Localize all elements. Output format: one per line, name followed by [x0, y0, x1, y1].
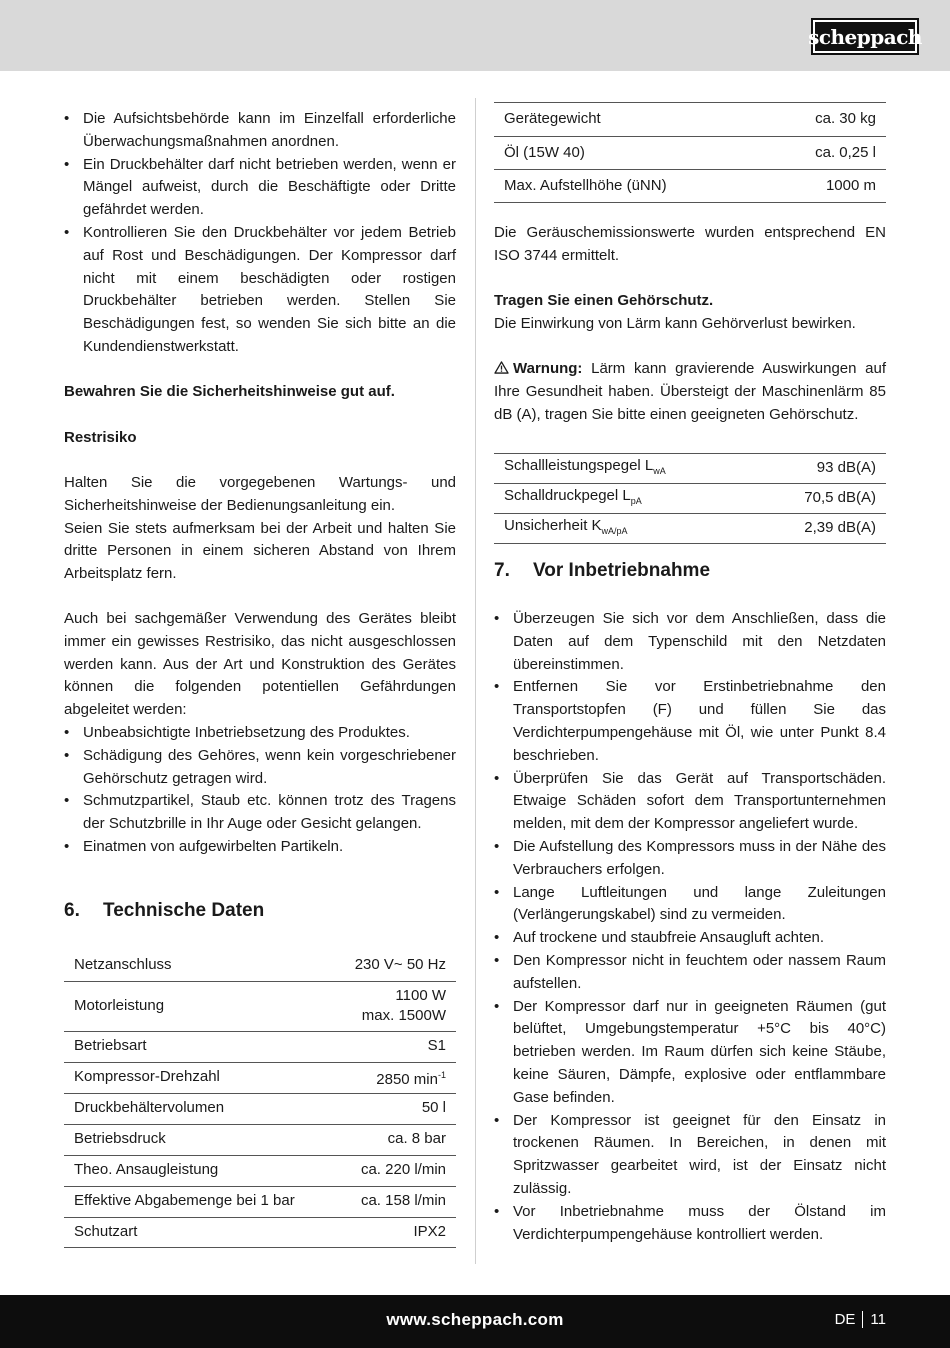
spec-label — [494, 484, 755, 514]
page-number: 11 — [870, 1311, 886, 1328]
bullet-list-hazards — [64, 722, 456, 859]
spec-value-line: 1100 W — [395, 987, 446, 1004]
spec-label: Kompressor-Drehzahl — [74, 1068, 220, 1086]
spec-label-subscript: wA/pA — [601, 525, 628, 536]
spec-value: 1000 m — [825, 176, 876, 194]
list-item: • Schmutzpartikel, Staub etc. können trotz des Tragens der Schutzbrille in Ihr Auge oder Gesicht gelangen. — [64, 790, 456, 836]
footer-bar — [0, 1295, 950, 1348]
paragraph-residual-risk: Auch bei sachgemäßer Verwendung des Gerätes bleibt immer ein gewisses Restrisiko, das nicht ausgeschlossen werden kann. Aus der Art und Konstruktion des Gerätes können die folgenden potentiellen Gefährdungen abgeleitet werden: — [64, 610, 456, 719]
spec-label: Motorleistung — [74, 996, 165, 1014]
hearing-protection-heading: Tragen Sie einen Gehörschutz. — [494, 292, 714, 309]
page-separator — [862, 1311, 863, 1328]
table-row — [64, 1062, 456, 1093]
spec-label-text: Schallleistungspegel L — [504, 456, 654, 474]
list-item: • Die Aufsichtsbehörde kann im Einzelfall erforderliche Überwachungsmaßnahmen anordnen. — [64, 108, 456, 154]
list-item: • Auf trockene und staubfreie Ansaugluft achten. — [494, 927, 886, 950]
table-row — [64, 1124, 456, 1155]
list-item: • Entfernen Sie vor Erstinbetriebnahme den Transportstopfen (F) und füllen Sie das Verdichterpumpengehäuse mit Öl, wie unter Punkt 8.4 beschrieben. — [494, 676, 886, 767]
spec-label: Theo. Ansaugleistung — [74, 1161, 219, 1179]
table-row — [494, 514, 886, 544]
spec-value: ca. 8 bar — [387, 1130, 446, 1148]
spec-label-subscript: pA — [630, 495, 642, 506]
website-link[interactable]: www.scheppach.com — [386, 1310, 564, 1329]
list-item: • Der Kompressor darf nur in geeigneten Räumen (gut belüftet, Umgebungstemperatur +5°C bis 40°C) betrieben werden. Im Raum dürfen sich keine Stäube, keine Säuren, Dämpfe, explosive oder entflammbare Gase befinden. — [494, 996, 886, 1110]
spec-label: Öl (15W 40) — [504, 143, 585, 161]
warning-triangle-icon — [494, 361, 509, 374]
bullet-list-pressure-vessel — [64, 108, 456, 359]
column-divider — [475, 98, 476, 1264]
restrisk-heading: Restrisiko — [64, 429, 137, 446]
spec-value: ca. 0,25 l — [815, 143, 876, 161]
spec-label — [494, 454, 755, 484]
list-item: • Der Kompressor ist geeignet für den Einsatz in trockenen Räumen. In Bereichen, in denen mit Spritzwasser gearbeitet wird, ist der Einsatz nicht zulässig. — [494, 1110, 886, 1201]
list-item: • Ein Druckbehälter darf nicht betrieben werden, wenn er Mängel aufweist, durch die Beschäftigte oder Dritte gefährdet werden. — [64, 154, 456, 222]
spec-label: Netzanschluss — [74, 956, 172, 974]
list-item: • Überzeugen Sie sich vor dem Anschließen, dass die Daten auf dem Typenschild mit den Netzdaten übereinstimmen. — [494, 608, 886, 676]
spec-value-line: max. 1500W — [361, 1007, 446, 1024]
spec-label: Betriebsdruck — [74, 1130, 166, 1148]
spec-label: Gerätegewicht — [504, 110, 601, 128]
brand-logo: scheppach — [811, 18, 919, 55]
table-row — [64, 951, 456, 981]
table-row — [64, 1217, 456, 1247]
table-row — [64, 1155, 456, 1186]
section-heading-6 — [64, 900, 456, 923]
section-number: 7. — [494, 560, 510, 581]
bullet-list-before-operation — [494, 608, 886, 1246]
spec-value: 230 V~ 50 Hz — [354, 956, 446, 974]
list-item: • Unbeabsichtigte Inbetriebsetzung des Produktes. — [64, 722, 456, 745]
paragraph-maintenance — [64, 472, 456, 586]
paragraph-text: Halten Sie die vorgegebenen Wartungs- und Sicherheitshinweise der Bedienungsanleitung ein. — [64, 474, 456, 514]
spec-label-subscript: wA — [653, 465, 666, 476]
spec-value: ca. 158 l/min — [360, 1192, 446, 1210]
table-row — [494, 137, 886, 170]
list-item: • Vor Inbetriebnahme muss der Ölstand im Verdichterpumpengehäuse kontrolliert werden. — [494, 1201, 886, 1247]
spec-value-text: 2850 min — [376, 1070, 438, 1088]
table-row — [64, 1186, 456, 1217]
list-item: • Den Kompressor nicht in feuchtem oder nassem Raum aufstellen. — [494, 950, 886, 996]
spec-label-text: Schalldruckpegel L — [504, 486, 631, 504]
table-row — [494, 103, 886, 137]
section-heading-7 — [494, 560, 886, 583]
list-item: • Die Aufstellung des Kompressors muss in der Nähe des Verbrauchers erfolgen. — [494, 836, 886, 882]
spec-label — [494, 514, 755, 544]
technical-data-table — [64, 951, 456, 1248]
spec-value — [332, 1062, 456, 1093]
spec-value-exponent: -1 — [437, 1069, 446, 1080]
language-code: DE — [834, 1311, 856, 1328]
spec-label: Betriebsart — [74, 1037, 147, 1055]
spec-value: 70,5 dB(A) — [804, 489, 876, 507]
spec-value: 2,39 dB(A) — [804, 519, 876, 537]
noise-emission-paragraph: Die Geräuschemissionswerte wurden entsprechend EN ISO 3744 ermittelt. — [494, 224, 886, 264]
spec-label: Druckbehältervolumen — [74, 1099, 225, 1117]
table-row — [64, 1031, 456, 1062]
table-row — [64, 1093, 456, 1124]
spec-value: ca. 30 kg — [815, 110, 876, 128]
header-bar — [0, 0, 950, 71]
section-number: 6. — [64, 900, 80, 921]
table-row — [64, 981, 456, 1031]
list-item: • Lange Luftleitungen und lange Zuleitungen (Verlängerungskabel) sind zu vermeiden. — [494, 882, 886, 928]
spec-value: ca. 220 l/min — [360, 1161, 446, 1179]
warning-text: Lärm kann gravierende Auswirkungen auf Ihre Gesundheit haben. Übersteigt der Maschinenlärm 85 dB (A), tragen Sie bitte einen geeigneten Gehörschutz. — [494, 360, 886, 423]
spec-label-text: Unsicherheit K — [504, 516, 602, 534]
table-row — [494, 484, 886, 514]
section-title: Technische Daten — [103, 900, 265, 921]
spec-label: Schutzart — [74, 1222, 138, 1240]
spec-value: 93 dB(A) — [816, 459, 876, 477]
warning-label: Warnung: — [513, 360, 583, 377]
list-item: • Überprüfen Sie das Gerät auf Transportschäden. Etwaige Schäden sofort dem Transportunternehmen melden, mit dem der Kompressor angeliefert wurde. — [494, 768, 886, 836]
warning-paragraph — [494, 358, 886, 426]
weight-oil-table — [494, 102, 886, 203]
paragraph-text: Seien Sie stets aufmerksam bei der Arbeit und halten Sie dritte Personen in einem sicheren Abstand von Ihrem Arbeitsplatz fern. — [64, 519, 456, 583]
spec-value: S1 — [427, 1037, 446, 1055]
spec-value: IPX2 — [413, 1222, 446, 1240]
spec-label: Max. Aufstellhöhe (üNN) — [504, 176, 667, 194]
table-row — [494, 170, 886, 203]
section-title: Vor Inbetriebnahme — [533, 560, 711, 581]
hearing-protection-text: Die Einwirkung von Lärm kann Gehörverlust bewirken. — [494, 315, 856, 332]
list-item: • Einatmen von aufgewirbelten Partikeln. — [64, 836, 456, 859]
page-indicator — [835, 1311, 886, 1328]
spec-value — [332, 981, 456, 1031]
table-row — [494, 454, 886, 484]
list-item: • Kontrollieren Sie den Druckbehälter vor jedem Betrieb auf Rost und Beschädigungen. Der Kompressor darf nicht mit einem beschädigten oder rostigen Druckbehälter betrieben werden. Stellen Sie Beschädigungen fest, so wenden Sie sich bitte an die Kundendienstwerkstatt. — [64, 222, 456, 359]
list-item: • Schädigung des Gehöres, wenn kein vorgeschriebener Gehörschutz getragen wird. — [64, 745, 456, 791]
noise-values-table — [494, 453, 886, 544]
keep-instructions-notice: Bewahren Sie die Sicherheitshinweise gut auf. — [64, 383, 395, 400]
spec-value: 50 l — [421, 1099, 446, 1117]
spec-label: Effektive Abgabemenge bei 1 bar — [74, 1192, 295, 1210]
